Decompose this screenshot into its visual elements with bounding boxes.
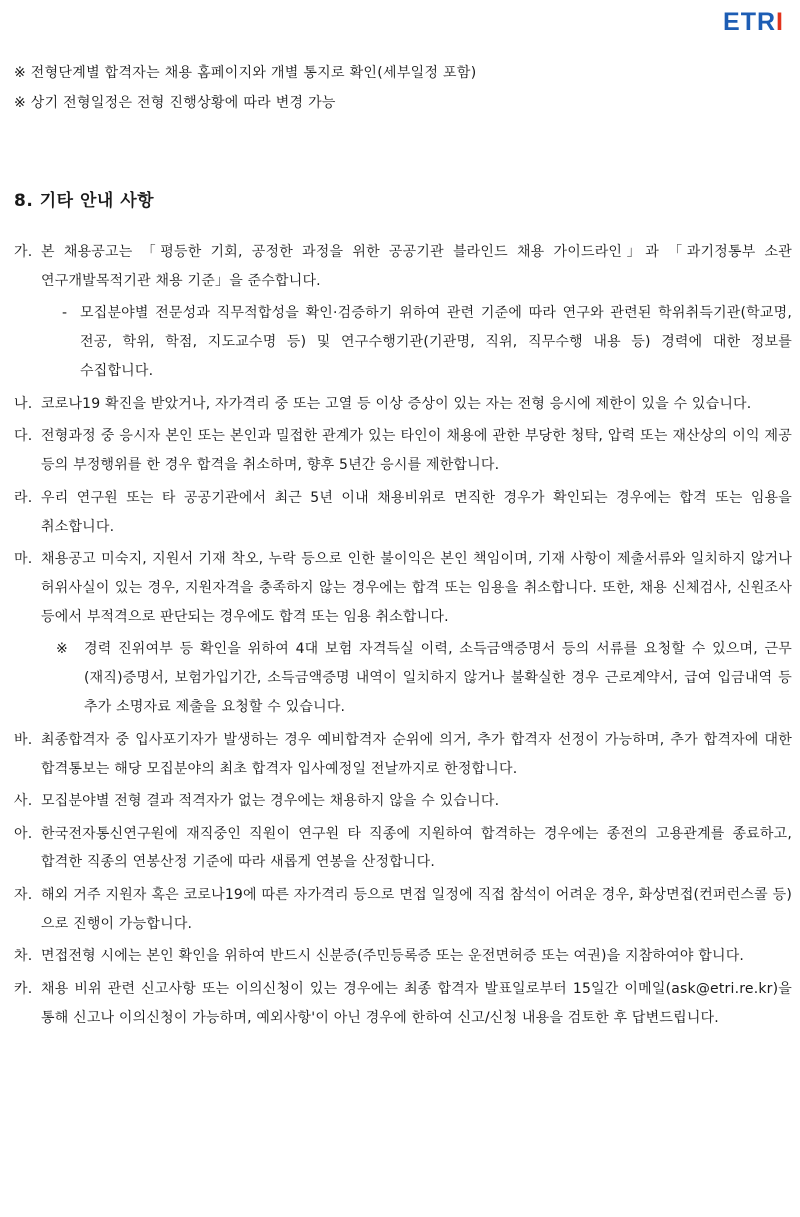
item-marker: 마. [14,551,33,568]
note-schedule-change: ※ 상기 전형일정은 전형 진행상황에 따라 변경 가능 [14,95,336,111]
item-text: 채용 비위 관련 신고사항 또는 이의신청이 있는 경우에는 최종 합격자 발표일로부터 15일간 이메일(ask@etri.re.kr)을 통해 신고나 이의신청이 가능하며, 예외사항'이 아닌 경우에 한하여 신고/신청 내용을 검토한 후 답변드립니다. [41,980,792,1026]
item-text: 모집분야별 전형 결과 적격자가 없는 경우에는 채용하지 않을 수 있습니다. [41,793,500,810]
item-marker: - [62,305,68,322]
item-text: 코로나19 확진을 받았거나, 자가격리 중 또는 고열 등 이상 증상이 있는 자는 전형 응시에 제한이 있을 수 있습니다. [41,395,752,412]
item-text: 해외 거주 지원자 혹은 코로나19에 따른 자가격리 등으로 면접 일정에 직접 참석이 어려운 경우, 화상면접(컨퍼런스콜 등)으로 진행이 가능합니다. [41,886,792,932]
item-text: 한국전자통신연구원에 재직중인 직원이 연구원 타 직종에 지원하여 합격하는 경우에는 종전의 고용관계를 종료하고, 합격한 직종의 연봉산정 기준에 따라 새롭게 연봉을 산정합니다. [41,825,792,871]
item-marker: 차. [14,948,33,965]
item-marker: ※ [56,641,68,658]
list-item [14,238,792,296]
item-marker: 라. [14,489,33,506]
etri-logo: ETRI [723,8,784,36]
sub-item [14,299,792,386]
item-text: 본 채용공고는 「평등한 기회, 공정한 과정을 위한 공공기관 블라인드 채용 가이드라인」과 「과기정통부 소관 연구개발목적기관 채용 기준」을 준수합니다. [41,244,792,289]
list-item [14,484,792,542]
item-text: 모집분야별 전문성과 직무적합성을 확인·검증하기 위하여 관련 기준에 따라 연구와 관련된 학위취득기관(학교명, 전공, 학위, 학점, 지도교수명 등) 및 연구수행기관(기관명, 직위, 직무수행 내용 등) 경력에 대한 정보를 수집합니다. [80,305,792,380]
list-item [14,820,792,878]
item-text: 최종합격자 중 입사포기자가 발생하는 경우 예비합격자 순위에 의거, 추가 합격자 선정이 가능하며, 추가 합격자에 대한 합격통보는 해당 모집분야의 최초 합격자 입사예정일 전날까지로 한정합니다. [41,731,792,777]
item-marker: 다. [14,428,33,445]
item-text: 면접전형 시에는 본인 확인을 위하여 반드시 신분증(주민등록증 또는 운전면허증 또는 여권)을 지참하여야 합니다. [41,948,745,965]
list-item [14,975,792,1033]
list-item [14,390,792,419]
item-marker: 사. [14,793,33,810]
note-result-notice: ※ 전형단계별 합격자는 채용 홈페이지와 개별 통지로 확인(세부일정 포함) [14,65,477,81]
section-title: 8. 기타 안내 사항 [14,191,155,211]
list-item [14,942,792,971]
item-marker: 자. [14,886,33,903]
item-text: 전형과정 중 응시자 본인 또는 본인과 밀접한 관계가 있는 타인이 채용에 관한 부당한 청탁, 압력 또는 재산상의 이익 제공 등의 부정행위를 한 경우 합격을 취소하며, 향후 5년간 응시를 제한합니다. [41,428,792,474]
item-marker: 아. [14,825,33,842]
item-marker: 나. [14,395,33,412]
list-item [14,787,792,816]
schedule-notes [14,58,784,118]
item-marker: 바. [14,731,33,748]
list-item [14,422,792,480]
item-text: 우리 연구원 또는 타 공공기관에서 최근 5년 이내 채용비위로 면직한 경우가 확인되는 경우에는 합격 또는 임용을 취소합니다. [41,489,792,535]
list-item [14,545,792,632]
item-text: 채용공고 미숙지, 지원서 기재 착오, 누락 등으로 인한 불이익은 본인 책임이며, 기재 사항이 제출서류와 일치하지 않거나 허위사실이 있는 경우, 지원자격을 충족하지 않는 경우에는 합격 또는 임용을 취소합니다. 또한, 채용 신체검사, 신원조사 등에서 부적격으로 판단되는 경우에도 합격 또는 임용 취소합니다. [41,551,792,625]
list-item [14,881,792,939]
list-item [14,726,792,784]
section-body [14,238,792,1036]
reference-note [14,635,792,722]
item-marker: 카. [14,980,33,997]
item-marker: 가. [14,244,33,260]
item-text: 경력 진위여부 등 확인을 위하여 4대 보험 자격득실 이력, 소득금액증명서 등의 서류를 요청할 수 있으며, 근무(재직)증명서, 보험가입기간, 소득금액증명 내역이 일치하지 않거나 불확실한 경우 근로계약서, 급여 입금내역 등 추가 소명자료 제출을 요청할 수 있습니다. [84,641,792,716]
